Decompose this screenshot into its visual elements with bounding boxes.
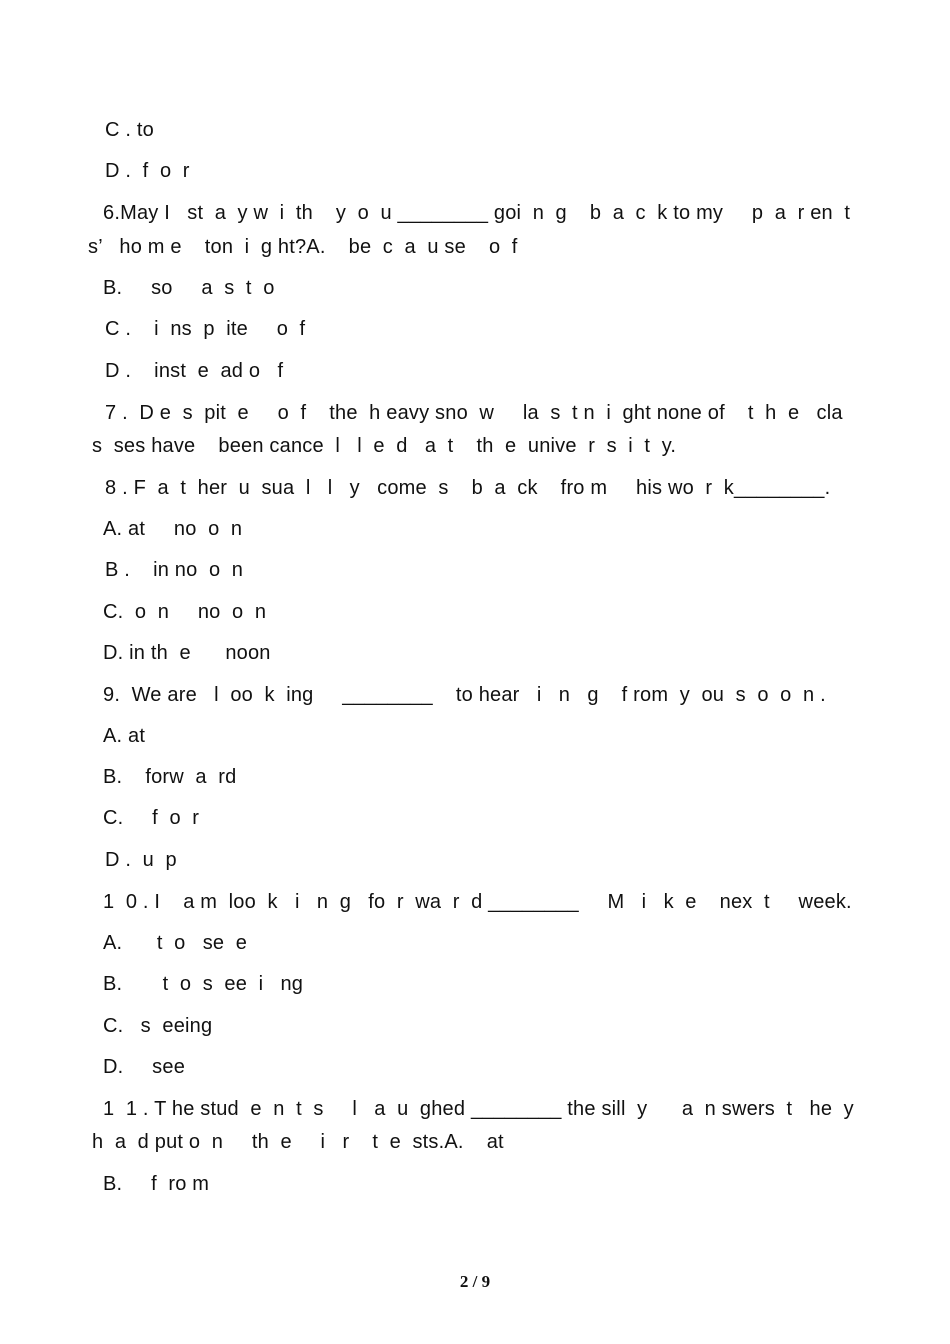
option-c-q9: C. f o r	[103, 807, 200, 829]
question-9: 9. We are l oo k ing ________ to hear i n g f rom y ou s o o n .	[103, 684, 826, 706]
option-b-q10: B. t o s ee i ng	[103, 973, 304, 995]
option-d-q6: D . inst e ad o f	[105, 360, 284, 382]
option-d-q9: D . u p	[105, 849, 177, 871]
option-a-q8: A. at no o n	[103, 518, 243, 540]
option-d-q10: D. see	[103, 1056, 186, 1078]
page-number: 2 / 9	[459, 1272, 491, 1291]
option-c-q8: C. o n no o n	[103, 601, 267, 623]
question-7-line-2: s ses have been cance l l e d a t th e unive r s i t y.	[92, 435, 677, 457]
option-c-q5: C . to	[105, 119, 154, 141]
option-b-q11: B. f ro m	[103, 1173, 210, 1195]
question-8: 8 . F a t her u sua l l y come s b a ck fro m his wo r k________.	[105, 477, 831, 499]
question-6-line-2: s’ ho m e ton i g ht?A. be c a u se o f	[88, 236, 518, 258]
option-a-q10: A. t o se e	[103, 932, 248, 954]
question-6-line-1: 6.May I st a y w i th y o u ________ goi n g b a c k to my p a r en t	[103, 202, 851, 224]
option-d-q8: D. in th e noon	[103, 642, 271, 664]
option-c-q10: C. s eeing	[103, 1015, 213, 1037]
option-b-q8: B . in no o n	[105, 559, 244, 581]
option-d-q5: D . f o r	[105, 160, 190, 182]
option-b-q6: B. so a s t o	[103, 277, 275, 299]
option-b-q9: B. forw a rd	[103, 766, 237, 788]
option-c-q6: C . i ns p ite o f	[105, 318, 306, 340]
question-7-line-1: 7 . D e s pit e o f the h eavy sno w la s t n i ght none of t h e cla	[105, 402, 843, 424]
option-a-q9: A. at	[103, 725, 146, 747]
question-11-line-1: 1 1 . T he stud e n t s l a u ghed ________ the sill y a n swers t he y	[103, 1098, 854, 1120]
question-11-line-2: h a d put o n th e i r t e sts.A. at	[92, 1131, 504, 1153]
question-10: 1 0 . I a m loo k i n g fo r wa r d ________ M i k e nex t week.	[103, 891, 852, 913]
